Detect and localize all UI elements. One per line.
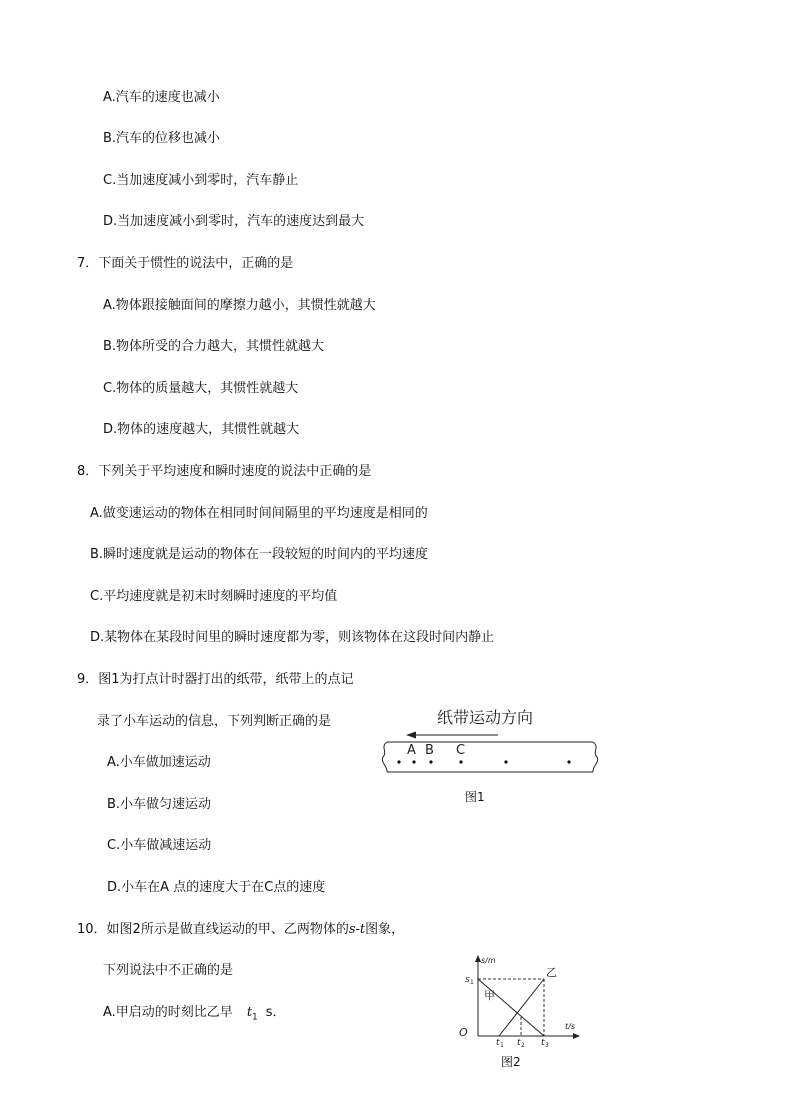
t1-label: t <box>496 1038 500 1047</box>
tape-direction-label: 纸带运动方向 <box>437 708 534 727</box>
q8-option-b: B.瞬时速度就是运动的物体在一段较短的时间内的平均速度 <box>90 547 429 562</box>
q10-option-a-unit: s． <box>265 1005 286 1020</box>
q6-option-a: A.汽车的速度也减小 <box>103 90 220 105</box>
tape-dot <box>567 760 570 763</box>
y-axis-label: s/m <box>481 956 496 965</box>
q10-option-a-sub: 1 <box>252 1012 258 1023</box>
origin-label: O <box>459 1026 468 1039</box>
q10-stem-line2: 下列说法中不正确的是 <box>103 963 234 978</box>
q8-option-c: C.平均速度就是初末时刻瞬时速度的平均值 <box>90 589 338 604</box>
t3-sub: 3 <box>545 1042 549 1047</box>
q10-stem-graph: s-t <box>348 922 366 937</box>
q6-option-b: B.汽车的位移也减小 <box>103 131 221 146</box>
t2-label: t <box>517 1038 521 1047</box>
t3-label: t <box>541 1038 545 1047</box>
figure-1-caption: 图1 <box>465 790 485 804</box>
tape-dot-b <box>429 760 432 763</box>
q8-option-d: D.某物体在某段时间里的瞬时速度都为零，则该物体在这段时间内静止 <box>90 630 495 645</box>
t2-sub: 2 <box>521 1042 525 1047</box>
tape-dot-a <box>412 760 415 763</box>
q9-stem-line1: 9．图1为打点计时器打出的纸带，纸带上的点记 <box>77 672 354 687</box>
q9-stem-line2: 录了小车运动的信息，下列判断正确的是 <box>97 714 332 729</box>
direction-arrow-icon <box>406 732 498 739</box>
tape-dot <box>397 760 400 763</box>
q9-option-d: D.小车在A 点的速度大于在C点的速度 <box>107 880 326 895</box>
q10-stem-line1 <box>77 921 404 939</box>
series-jia-label: 甲 <box>484 989 495 1002</box>
q7-stem: 7．下面关于惯性的说法中，正确的是 <box>77 256 294 271</box>
q10-stem-suffix: 图象， <box>365 922 405 937</box>
figure-1-paper-tape <box>378 703 608 783</box>
q10-option-a-prefix: A.甲启动的时刻比乙早 <box>103 1005 233 1020</box>
figure-2-caption: 图2 <box>501 1055 521 1069</box>
q10-option-a-var: t <box>246 1005 253 1020</box>
q9-option-b: B.小车做匀速运动 <box>107 797 212 812</box>
q8-option-a: A.做变速运动的物体在相同时间间隔里的平均速度是相同的 <box>90 506 428 521</box>
q9-option-c: C.小车做减速运动 <box>107 838 212 853</box>
q7-option-d: D.物体的速度越大，其惯性就越大 <box>103 422 300 437</box>
q10-stem-prefix: 10．如图2所示是做直线运动的甲、乙两物体的 <box>77 922 349 937</box>
series-yi-label: 乙 <box>546 966 557 979</box>
q10-option-a <box>103 1004 286 1027</box>
point-label-b: B <box>425 743 434 758</box>
point-label-c: C <box>456 743 466 758</box>
s1-label: s <box>465 975 470 985</box>
series-jia-line <box>478 979 544 1036</box>
q6-option-d: D.当加速度减小到零时，汽车的速度达到最大 <box>103 214 365 229</box>
tape-dot-c <box>459 760 462 763</box>
point-label-a: A <box>407 743 416 758</box>
figure-2-st-graph <box>455 952 585 1047</box>
s1-sub: 1 <box>470 979 474 986</box>
q8-stem: 8．下列关于平均速度和瞬时速度的说法中正确的是 <box>77 464 372 479</box>
q9-option-a: A.小车做加速运动 <box>107 755 211 770</box>
q6-option-c: C.当加速度减小到零时，汽车静止 <box>103 173 299 188</box>
tape-dot <box>504 760 507 763</box>
q7-option-c: C.物体的质量越大，其惯性就越大 <box>103 381 299 396</box>
q7-option-a: A.物体跟接触面间的摩擦力越小，其惯性就越大 <box>103 298 376 313</box>
t1-sub: 1 <box>500 1042 504 1047</box>
x-axis-label: t/s <box>565 1022 575 1031</box>
q7-option-b: B.物体所受的合力越大，其惯性就越大 <box>103 339 325 354</box>
